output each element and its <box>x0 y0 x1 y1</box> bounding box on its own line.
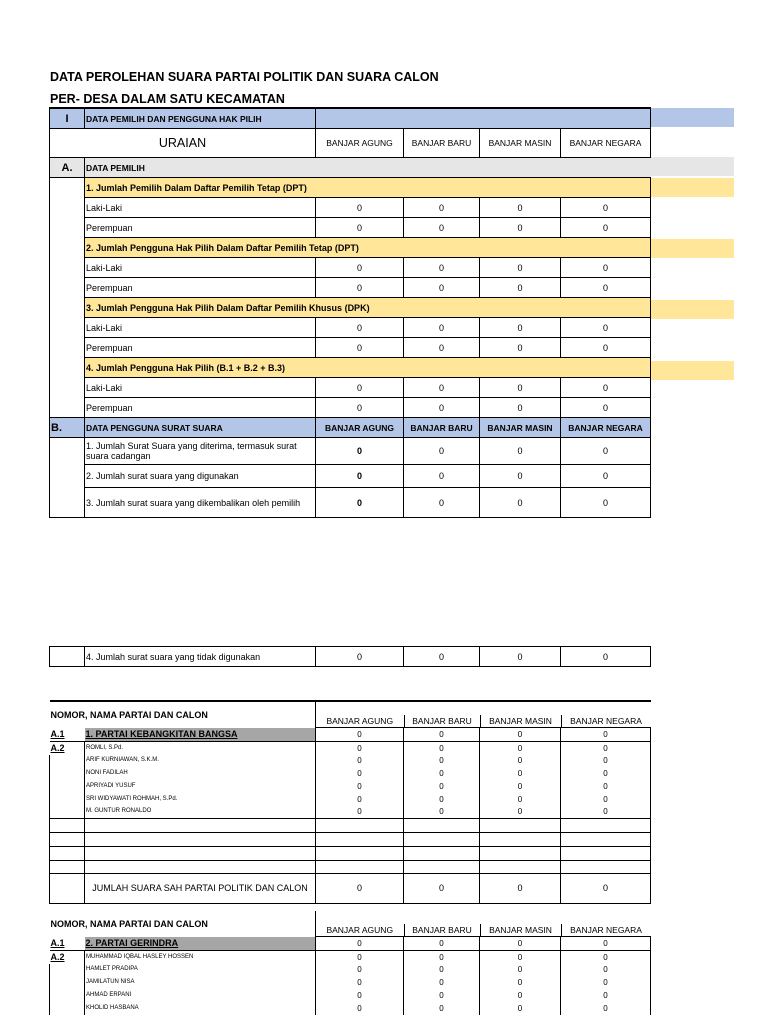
cell-value: 0 <box>404 874 480 904</box>
column-header-village: BANJAR BARU <box>404 715 480 728</box>
document-title: DATA PEROLEHAN SUARA PARTAI POLITIK DAN SUARA CALON <box>50 70 439 84</box>
cell-value: 0 <box>404 647 480 667</box>
cell-value: 0 <box>316 438 404 465</box>
cell-value: 0 <box>404 338 480 358</box>
row-label: Perempuan <box>85 278 316 298</box>
column-header-village: BANJAR NEGARA <box>561 129 651 158</box>
cell-value: 0 <box>404 755 480 768</box>
candidate-name: SRI WIDYAWATI ROHMAH, S.Pd. <box>85 793 316 806</box>
cell-value: 0 <box>404 767 480 780</box>
cell-value: 0 <box>316 647 404 667</box>
cell-value: 0 <box>316 780 404 793</box>
cell-value: 0 <box>561 874 651 904</box>
cell-value: 0 <box>561 728 651 741</box>
cell-value: 0 <box>561 378 651 398</box>
section-heading: DATA PEMILIH DAN PENGGUNA HAK PILIH <box>85 108 316 129</box>
cell-value: 0 <box>316 874 404 904</box>
cell-value: 0 <box>404 741 480 754</box>
cell-value: 0 <box>561 465 651 488</box>
cell-value: 0 <box>480 755 561 768</box>
column-header-village: BANJAR AGUNG <box>316 924 404 937</box>
column-header-village: BANJAR NEGARA <box>561 715 651 728</box>
cell-value: 0 <box>480 318 561 338</box>
cell-value: 0 <box>480 647 561 667</box>
cell-value: 0 <box>480 338 561 358</box>
column-header-village: BANJAR AGUNG <box>316 418 404 438</box>
cell-value: 0 <box>561 806 651 819</box>
cell-value: 0 <box>316 937 404 950</box>
candidate-name: APRIYADI YUSUF <box>85 780 316 793</box>
code-column-spacer <box>50 178 85 418</box>
row-label: Laki-Laki <box>85 378 316 398</box>
candidate-code: A.2 <box>50 742 65 753</box>
code-column-spacer <box>50 438 85 518</box>
group-1-band-extension <box>650 178 734 197</box>
cell-value: 0 <box>561 793 651 806</box>
voter-data-table <box>49 107 651 518</box>
cell-value: 0 <box>561 976 651 989</box>
group-title: 4. Jumlah Pengguna Hak Pilih (B.1 + B.2 + B.3) <box>85 358 651 378</box>
cell-value: 0 <box>316 198 404 218</box>
column-header-village: BANJAR MASIN <box>480 715 561 728</box>
candidate-name: AHMAD ERPANI <box>85 989 316 1002</box>
cell-value: 0 <box>316 258 404 278</box>
row-label: 4. Jumlah surat suara yang tidak digunakan <box>85 647 316 667</box>
cell-value: 0 <box>561 198 651 218</box>
cell-value: 0 <box>480 198 561 218</box>
row-label: Laki-Laki <box>85 258 316 278</box>
party-table-header: NOMOR, NAMA PARTAI DAN CALON <box>50 918 208 929</box>
section-b-code: B. <box>50 418 85 438</box>
cell-value: 0 <box>316 465 404 488</box>
cell-value: 0 <box>404 258 480 278</box>
cell-value: 0 <box>316 755 404 768</box>
cell-value: 0 <box>561 767 651 780</box>
column-header-village: BANJAR MASIN <box>480 924 561 937</box>
cell-value: 0 <box>480 741 561 754</box>
column-header-village: BANJAR NEGARA <box>561 924 651 937</box>
cell-value: 0 <box>480 218 561 238</box>
column-header-village: BANJAR AGUNG <box>316 715 404 728</box>
cell-value: 0 <box>316 378 404 398</box>
cell-value: 0 <box>561 950 651 963</box>
row-label: Perempuan <box>85 218 316 238</box>
code-column-spacer <box>50 647 85 667</box>
cell-value: 0 <box>480 937 561 950</box>
cell-value: 0 <box>404 378 480 398</box>
cell-value: 0 <box>404 278 480 298</box>
column-header-village: BANJAR MASIN <box>480 418 561 438</box>
document-subtitle: PER- DESA DALAM SATU KECAMATAN <box>50 92 285 106</box>
party-name: 1. PARTAI KEBANGKITAN BANGSA <box>85 728 316 741</box>
row-label: Laki-Laki <box>85 318 316 338</box>
cell-value: 0 <box>561 398 651 418</box>
cell-value: 0 <box>561 755 651 768</box>
cell-value: 0 <box>480 767 561 780</box>
party-code: A.1 <box>50 728 65 739</box>
cell-value: 0 <box>480 488 561 518</box>
cell-value: 0 <box>404 950 480 963</box>
party-name: 2. PARTAI GERINDRA <box>85 937 316 950</box>
row-label: Laki-Laki <box>85 198 316 218</box>
column-header-village: BANJAR MASIN <box>480 129 561 158</box>
cell-value: 0 <box>561 780 651 793</box>
candidate-name: KHOLID HASBANA <box>85 1002 316 1015</box>
cell-value: 0 <box>404 793 480 806</box>
cell-value: 0 <box>561 218 651 238</box>
cell-value: 0 <box>316 1002 404 1015</box>
cell-value: 0 <box>480 1002 561 1015</box>
cell-value: 0 <box>480 976 561 989</box>
cell-value: 0 <box>561 647 651 667</box>
section-heading-fill <box>316 108 651 129</box>
cell-value: 0 <box>480 950 561 963</box>
cell-value: 0 <box>316 950 404 963</box>
cell-value: 0 <box>316 964 404 977</box>
cell-value: 0 <box>561 1002 651 1015</box>
cell-value: 0 <box>480 258 561 278</box>
unused-ballots-table <box>49 646 651 667</box>
cell-value: 0 <box>480 278 561 298</box>
cell-value: 0 <box>404 218 480 238</box>
cell-value: 0 <box>561 964 651 977</box>
party-table-pkb <box>49 700 651 904</box>
cell-value: 0 <box>404 780 480 793</box>
row-label: 3. Jumlah surat suara yang dikembalikan oleh pemilih <box>85 488 316 518</box>
candidate-name: HAMLET PRADIPA <box>85 964 316 977</box>
cell-value: 0 <box>480 964 561 977</box>
section-a-code: A. <box>50 158 85 178</box>
cell-value: 0 <box>316 767 404 780</box>
candidate-name: ROMLI, S.Pd. <box>85 741 316 754</box>
cell-value: 0 <box>404 465 480 488</box>
group-2-band-extension <box>650 239 734 258</box>
cell-value: 0 <box>316 488 404 518</box>
cell-value: 0 <box>316 318 404 338</box>
column-header-village: BANJAR BARU <box>404 924 480 937</box>
cell-value: 0 <box>561 438 651 465</box>
cell-value: 0 <box>404 806 480 819</box>
cell-value: 0 <box>404 728 480 741</box>
cell-value: 0 <box>404 964 480 977</box>
candidate-name: NONI FADILAH <box>85 767 316 780</box>
cell-value: 0 <box>480 398 561 418</box>
cell-value: 0 <box>561 338 651 358</box>
column-header-village: BANJAR NEGARA <box>561 418 651 438</box>
candidate-name: M. GUNTUR RONALDO <box>85 806 316 819</box>
cell-value: 0 <box>480 378 561 398</box>
cell-value: 0 <box>404 198 480 218</box>
cell-value: 0 <box>404 937 480 950</box>
cell-value: 0 <box>561 989 651 1002</box>
group-4-band-extension <box>650 361 734 380</box>
cell-value: 0 <box>480 989 561 1002</box>
cell-value: 0 <box>404 438 480 465</box>
candidate-name: MUHAMMAD IQBAL HASLEY HOSSEN <box>85 950 316 963</box>
section-roman: I <box>50 108 85 129</box>
header-band-extension <box>650 108 734 127</box>
cell-value: 0 <box>480 728 561 741</box>
cell-value: 0 <box>316 278 404 298</box>
candidate-name: ARIF KURNIAWAN, S.K.M. <box>85 755 316 768</box>
cell-value: 0 <box>316 793 404 806</box>
group-title: 2. Jumlah Pengguna Hak Pilih Dalam Daftar Pemilih Tetap (DPT) <box>85 238 651 258</box>
cell-value: 0 <box>404 976 480 989</box>
cell-value: 0 <box>404 318 480 338</box>
group-title: 1. Jumlah Pemilih Dalam Daftar Pemilih Tetap (DPT) <box>85 178 651 198</box>
cell-value: 0 <box>480 793 561 806</box>
cell-value: 0 <box>404 398 480 418</box>
group-title: 3. Jumlah Pengguna Hak Pilih Dalam Daftar Pemilih Khusus (DPK) <box>85 298 651 318</box>
cell-value: 0 <box>404 488 480 518</box>
cell-value: 0 <box>561 318 651 338</box>
cell-value: 0 <box>561 937 651 950</box>
section-b-label: DATA PENGGUNA SURAT SUARA <box>85 418 316 438</box>
party-total-label: JUMLAH SUARA SAH PARTAI POLITIK DAN CALON <box>85 874 316 904</box>
candidate-name: JAMILATUN NISA <box>85 976 316 989</box>
cell-value: 0 <box>316 398 404 418</box>
cell-value: 0 <box>480 465 561 488</box>
row-label: 1. Jumlah Surat Suara yang diterima, termasuk surat suara cadangan <box>85 438 316 465</box>
cell-value: 0 <box>316 218 404 238</box>
cell-value: 0 <box>404 989 480 1002</box>
cell-value: 0 <box>480 806 561 819</box>
cell-value: 0 <box>316 741 404 754</box>
column-header-village: BANJAR BARU <box>404 418 480 438</box>
cell-value: 0 <box>561 278 651 298</box>
party-code: A.1 <box>50 937 65 948</box>
village-header-group <box>316 911 651 937</box>
row-label: 2. Jumlah surat suara yang digunakan <box>85 465 316 488</box>
cell-value: 0 <box>561 741 651 754</box>
group-3-band-extension <box>650 300 734 319</box>
section-a-label: DATA PEMILIH <box>85 158 651 178</box>
column-header-village: BANJAR AGUNG <box>316 129 404 158</box>
section-a-band-extension <box>650 157 734 176</box>
cell-value: 0 <box>316 338 404 358</box>
cell-value: 0 <box>316 728 404 741</box>
uraian-header: URAIAN <box>50 129 316 158</box>
candidate-code: A.2 <box>50 951 65 962</box>
cell-value: 0 <box>316 976 404 989</box>
cell-value: 0 <box>480 438 561 465</box>
cell-value: 0 <box>316 806 404 819</box>
row-label: Perempuan <box>85 338 316 358</box>
cell-value: 0 <box>561 258 651 278</box>
cell-value: 0 <box>480 780 561 793</box>
village-header-group <box>316 701 651 728</box>
party-table-header: NOMOR, NAMA PARTAI DAN CALON <box>50 701 316 728</box>
cell-value: 0 <box>480 874 561 904</box>
cell-value: 0 <box>561 488 651 518</box>
party-table-gerindra <box>49 911 651 1015</box>
column-header-village: BANJAR BARU <box>404 129 480 158</box>
cell-value: 0 <box>404 1002 480 1015</box>
cell-value: 0 <box>316 989 404 1002</box>
row-label: Perempuan <box>85 398 316 418</box>
